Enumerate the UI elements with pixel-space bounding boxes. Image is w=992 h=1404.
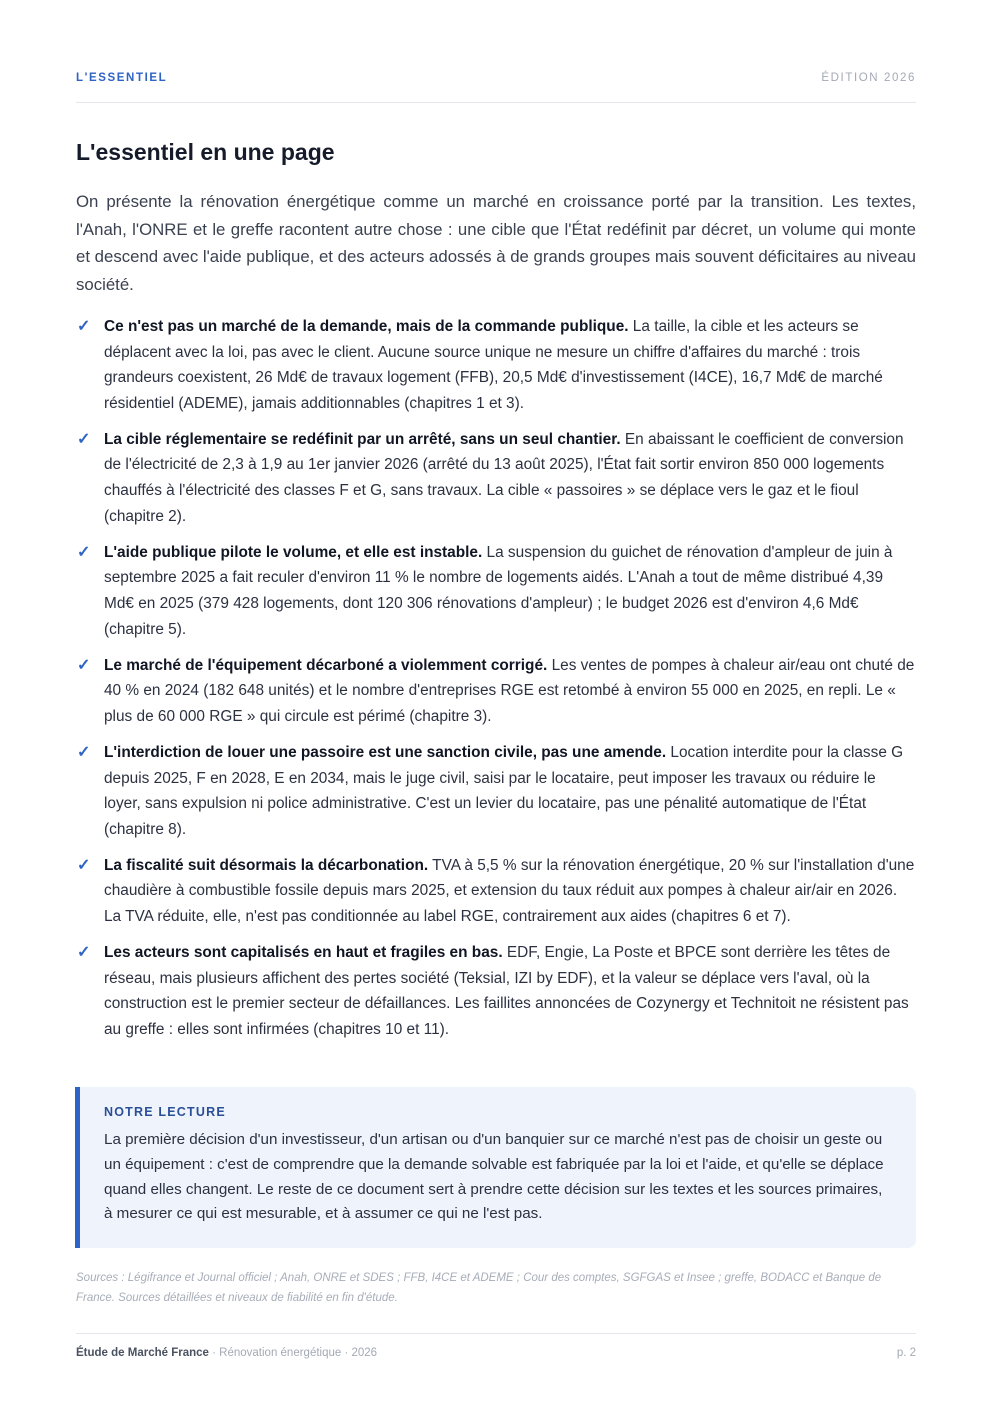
check-icon: ✓: [77, 318, 91, 335]
key-point: [76, 853, 916, 930]
section-kicker: L'ESSENTIEL: [76, 72, 168, 84]
callout-label: NOTRE LECTURE: [104, 1105, 226, 1119]
key-point: [76, 427, 916, 529]
key-point: [76, 653, 916, 730]
key-point-lead: Les acteurs sont capitalisés en haut et fragiles en bas.: [104, 944, 503, 962]
key-point-lead: Le marché de l'équipement décarboné a violemment corrigé.: [104, 656, 548, 674]
sources-note: Sources : Légifrance et Journal officiel ; Anah, ONRE et SDES ; FFB, I4CE et ADEME ; Cour des comptes, SGFGAS et Insee ; greffe, BODACC et Banque de France. Sources détaillées et niveaux de fiabilité en fin d'étude.: [76, 1272, 882, 1304]
key-point: [76, 540, 916, 642]
key-point-text: En abaissant le coefficient de conversion de l'électricité de 2,3 à 1,9 au 1er janvier 2026 (arrêté du 13 août 2025), l'État fait sortir environ 850 000 logements chauffés à l'électricité des classes F et G, sans travaux. La cible « passoires » se déplace vers le gaz et le fioul (chapitre 2).: [104, 430, 904, 525]
footer-subtitle: · Rénovation énergétique · 2026: [208, 1347, 378, 1359]
key-points-list: [76, 314, 916, 1053]
check-icon: ✓: [77, 543, 91, 561]
callout-text: La première décision d'un investisseur, d'un artisan ou d'un banquier sur ce marché n'est pas de choisir un geste ou un équipement : c'est de comprendre que la demande solvable est fabriquée par la loi et l'aide, et qu'elle se déplace quand elles changent. Le reste de ce document sert à prendre cette décision sur les textes et les sources primaires, à mesurer ce qui est mesurable, et à assumer ce qui ne l'est pas.: [104, 1131, 884, 1223]
page-footer: [76, 1333, 916, 1364]
key-point: [76, 940, 916, 1042]
check-icon: ✓: [77, 743, 91, 761]
page-title: L'essentiel en une page: [76, 139, 335, 165]
key-point-lead: L'aide publique pilote le volume, et elle est instable.: [104, 543, 483, 561]
key-point-lead: La cible réglementaire se redéfinit par un arrêté, sans un seul chantier.: [104, 430, 621, 448]
footer-title: [76, 1347, 377, 1359]
key-point-text: EDF, Engie, La Poste et BPCE sont derrière les têtes de réseau, mais plusieurs affichent des pertes société (Teksial, IZI by EDF), et la valeur se déplace vers l'aval, où la construction est le premier secteur de défaillances. Les faillites annoncées de Cozynergy et Technitoit ne résistent pas au greffe : elles sont infirmées (chapitres 10 et 11).: [104, 944, 909, 1038]
edition-label: ÉDITION 2026: [821, 72, 916, 84]
key-point-lead: La fiscalité suit désormais la décarbonation.: [104, 856, 429, 874]
running-header: [76, 70, 916, 103]
key-point: [76, 314, 916, 416]
key-point-text: La suspension du guichet de rénovation d'ampleur de juin à septembre 2025 a fait reculer d'environ 11 % le nombre de logements aidés. L'Anah a tout de même distribué 4,39 Md€ en 2025 (379 428 logements, dont 120 306 rénovations d'ampleur) ; le budget 2026 est d'environ 4,6 Md€ (chapitre 5).: [104, 543, 893, 638]
key-point-text: La taille, la cible et les acteurs se déplacent avec la loi, pas avec le client. Aucune source unique ne mesure un chiffre d'affaires du marché : trois grandeurs coexistent, 26 Md€ de travaux logement (FFB), 20,5 Md€ d'investissement (I4CE), 16,7 Md€ de marché résidentiel (ADEME), jamais additionnables (chapitres 1 et 3).: [104, 318, 883, 412]
check-icon: ✓: [77, 430, 91, 448]
intro-paragraph: On présente la rénovation énergétique comme un marché en croissance porté par la transition. Les textes, l'Anah, l'ONRE et le greffe racontent autre chose : une cible que l'État redéfinit par décret, un volume qui monte et descend avec l'aide publique, et des acteurs adossés à de grands groupes mais souvent déficitaires au niveau société.: [76, 192, 916, 294]
footer-brand: Étude de Marché France: [76, 1347, 209, 1359]
key-point-text: TVA à 5,5 % sur la rénovation énergétique, 20 % sur l'installation d'une chaudière à combustible fossile depuis mars 2025, et extension du taux réduit aux pompes à chaleur air/air en 2026. La TVA réduite, elle, n'est pas conditionnée au label RGE, contrairement aux aides (chapitres 6 et 7).: [104, 856, 915, 925]
key-point-lead: L'interdiction de louer une passoire est une sanction civile, pas une amende.: [104, 743, 667, 761]
check-icon: ✓: [77, 944, 91, 962]
notre-lecture-callout: [75, 1087, 916, 1248]
key-point-text: Location interdite pour la classe G depuis 2025, F en 2028, E en 2034, mais le juge civil, saisi par le locataire, peut imposer les travaux ou réduire le loyer, sans expulsion ni police administrative. C'est un levier du locataire, pas une pénalité automatique de l'État (chapitre 8).: [104, 743, 904, 838]
check-icon: ✓: [77, 656, 91, 674]
key-point-text: Les ventes de pompes à chaleur air/eau ont chuté de 40 % en 2024 (182 648 unités) et le nombre d'entreprises RGE est retombé à environ 55 000 en 2025, en repli. Le « plus de 60 000 RGE » qui circule est périmé (chapitre 3).: [104, 656, 915, 725]
check-icon: ✓: [77, 856, 91, 874]
key-point: [76, 740, 916, 842]
key-point-lead: Ce n'est pas un marché de la demande, mais de la commande publique.: [104, 318, 629, 335]
page-number: p. 2: [896, 1347, 916, 1359]
